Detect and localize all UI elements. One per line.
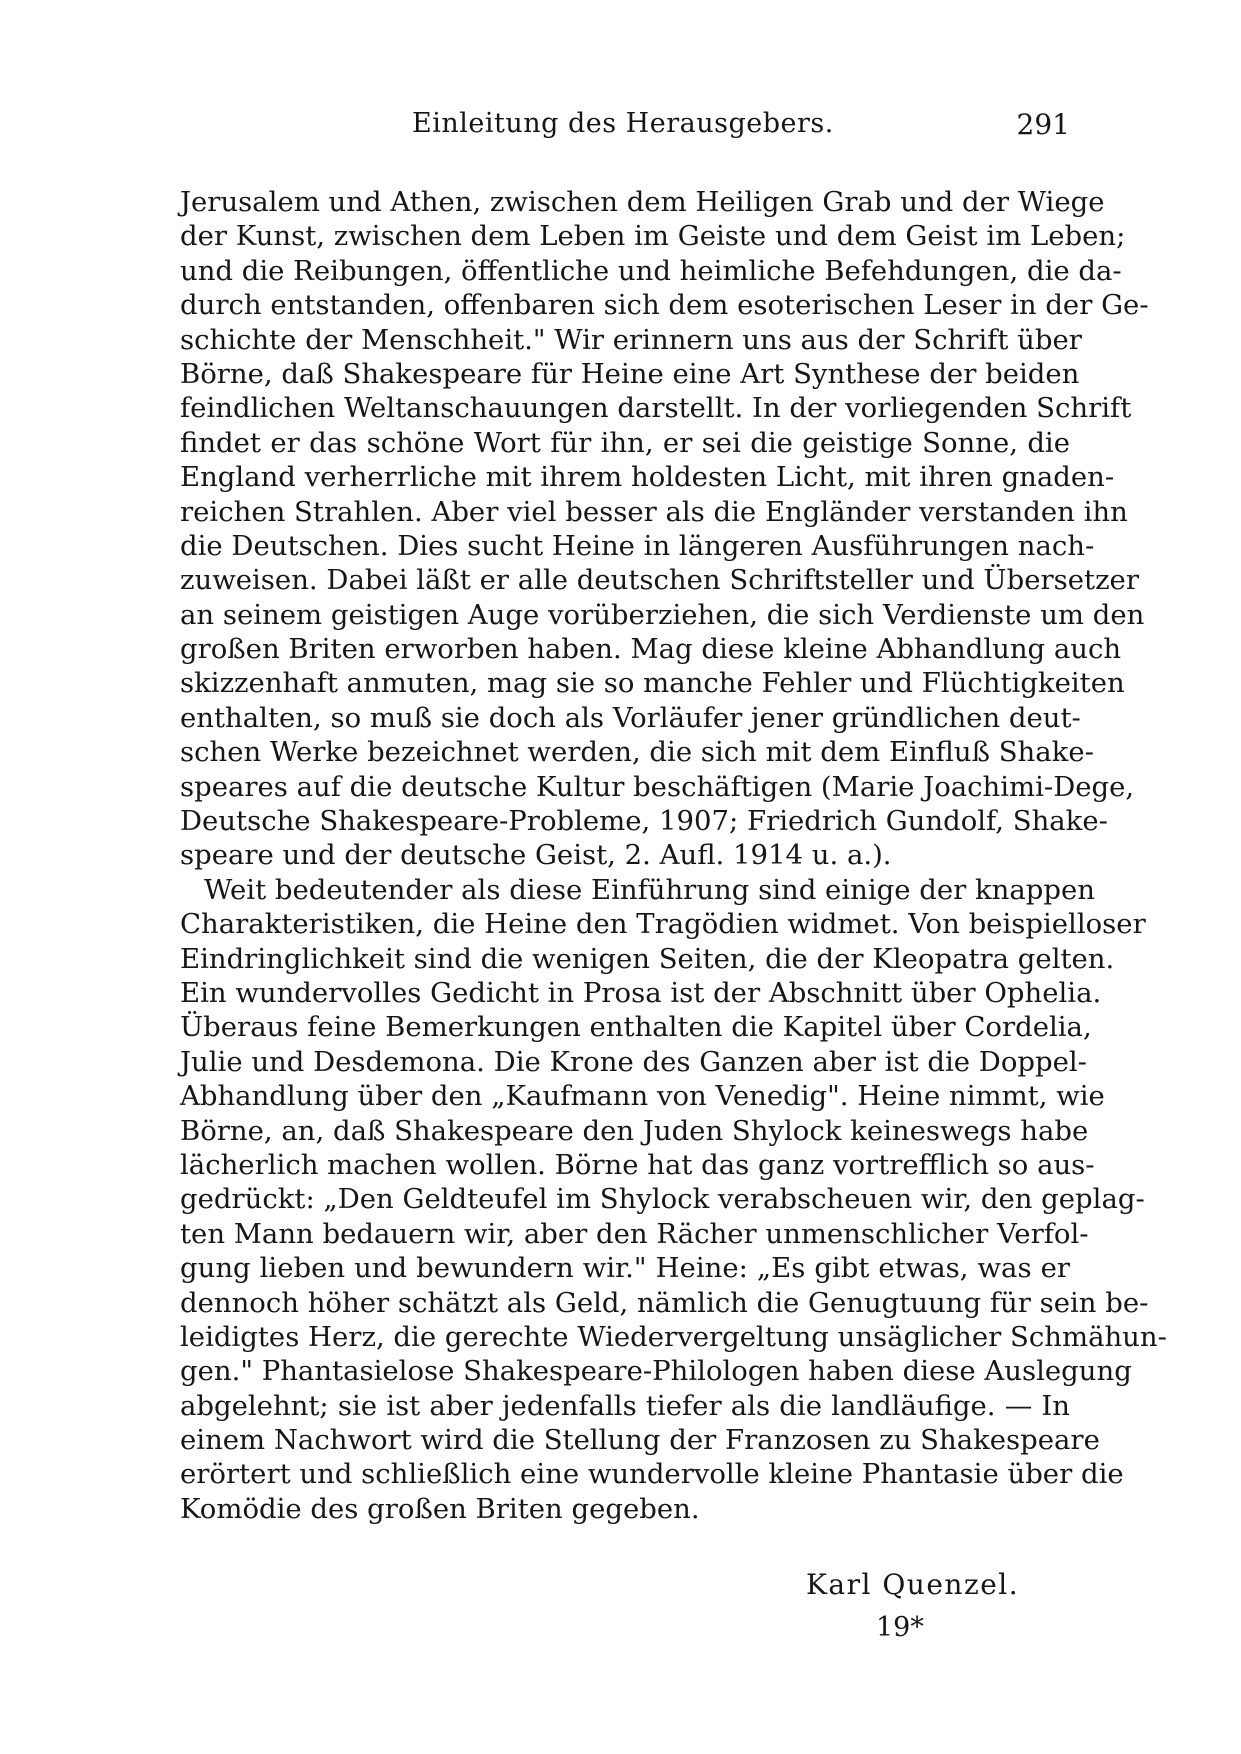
text-line: Überaus feine Bemerkungen enthalten die Kapitel über Cordelia,: [180, 1011, 1092, 1044]
text-line: lächerlich machen wollen. Börne hat das ganz vortrefflich so aus-: [180, 1148, 1095, 1181]
text-line: leidigtes Herz, die gerechte Wiedervergeltung unsäglicher Schmähun-: [180, 1320, 1167, 1353]
text-line: Weit bedeutender als diese Einführung sind einige der knappen: [204, 873, 1095, 906]
page-number: 291: [1016, 108, 1070, 141]
text-line: schichte der Menschheit." Wir erinnern uns aus der Schrift über: [180, 323, 1082, 356]
text-line: dennoch höher schätzt als Geld, nämlich die Genugtuung für sein be-: [180, 1286, 1149, 1319]
running-title: Einleitung des Herausgebers.: [412, 108, 834, 139]
text-line: speare und der deutsche Geist, 2. Aufl. 1914 u. a.).: [180, 839, 892, 872]
text-line: ten Mann bedauern wir, aber den Rächer unmenschlicher Verfol-: [180, 1217, 1089, 1250]
text-line: und die Reibungen, öffentliche und heimliche Befehdungen, die da-: [180, 254, 1122, 287]
text-line: Julie und Desdemona. Die Krone des Ganzen aber ist die Doppel-: [180, 1045, 1087, 1078]
text-line: gedrückt: „Den Geldteufel im Shylock verabscheuen wir, den geplag-: [180, 1183, 1145, 1216]
text-line: findet er das schöne Wort für ihn, er sei die geistige Sonne, die: [180, 426, 1070, 459]
text-line: feindlichen Weltanschauungen darstellt. In der vorliegenden Schrift: [180, 392, 1132, 425]
text-line: speares auf die deutsche Kultur beschäftigen (Marie Joachimi-Dege,: [180, 770, 1135, 803]
body-text: [180, 185, 1167, 1526]
text-line: Eindringlichkeit sind die wenigen Seiten, die der Kleopatra gelten.: [180, 942, 1115, 975]
text-line: gung lieben und bewundern wir." Heine: „Es gibt etwas, was er: [180, 1252, 1070, 1285]
text-line: Charakteristiken, die Heine den Tragödien widmet. Von beispielloser: [180, 908, 1146, 941]
text-line: Deutsche Shakespeare-Probleme, 1907; Friedrich Gundolf, Shake-: [180, 805, 1108, 838]
text-line: England verherrliche mit ihrem holdesten Licht, mit ihren gnaden-: [180, 461, 1115, 494]
text-line: Börne, daß Shakespeare für Heine eine Art Synthese der beiden: [180, 357, 1080, 390]
text-line: großen Briten erworben haben. Mag diese kleine Abhandlung auch: [180, 633, 1122, 666]
text-line: Jerusalem und Athen, zwischen dem Heiligen Grab und der Wiege: [180, 186, 1105, 218]
text-line: abgelehnt; sie ist aber jedenfalls tiefer als die landläufige. — In: [180, 1389, 1070, 1422]
text-line: gen." Phantasielose Shakespeare-Philologen haben diese Auslegung: [180, 1355, 1132, 1388]
text-line: schen Werke bezeichnet werden, die sich mit dem Einfluß Shake-: [180, 736, 1094, 769]
text-line: an seinem geistigen Auge vorüberziehen, die sich Verdienste um den: [180, 598, 1145, 631]
text-line: die Deutschen. Dies sucht Heine in längeren Ausführungen nach-: [180, 529, 1095, 562]
text-line: skizzenhaft anmuten, mag sie so manche Fehler und Flüchtigkeiten: [180, 667, 1125, 700]
text-line: Ein wundervolles Gedicht in Prosa ist der Abschnitt über Ophelia.: [180, 976, 1102, 1009]
text-line: Komödie des großen Briten gegeben.: [180, 1492, 700, 1525]
signature-mark: 19*: [876, 1612, 924, 1643]
text-line: zuweisen. Dabei läßt er alle deutschen Schriftsteller und Übersetzer: [180, 564, 1139, 597]
text-line: enthalten, so muß sie doch als Vorläufer jener gründlichen deut-: [180, 701, 1081, 734]
text-line: Abhandlung über den „Kaufmann von Venedig". Heine nimmt, wie: [180, 1080, 1105, 1113]
text-line: der Kunst, zwischen dem Leben im Geiste und dem Geist im Leben;: [180, 220, 1126, 253]
author-signature: Karl Quenzel.: [806, 1568, 1020, 1601]
text-line: einem Nachwort wird die Stellung der Franzosen zu Shakespeare: [180, 1424, 1100, 1457]
running-head: [180, 108, 1070, 152]
text-line: erörtert und schließlich eine wundervolle kleine Phantasie über die: [180, 1458, 1124, 1491]
text-line: durch entstanden, offenbaren sich dem esoterischen Leser in der Ge-: [180, 289, 1149, 322]
text-line: Börne, an, daß Shakespeare den Juden Shylock keineswegs habe: [180, 1114, 1089, 1147]
text-line: reichen Strahlen. Aber viel besser als die Engländer verstanden ihn: [180, 495, 1128, 528]
